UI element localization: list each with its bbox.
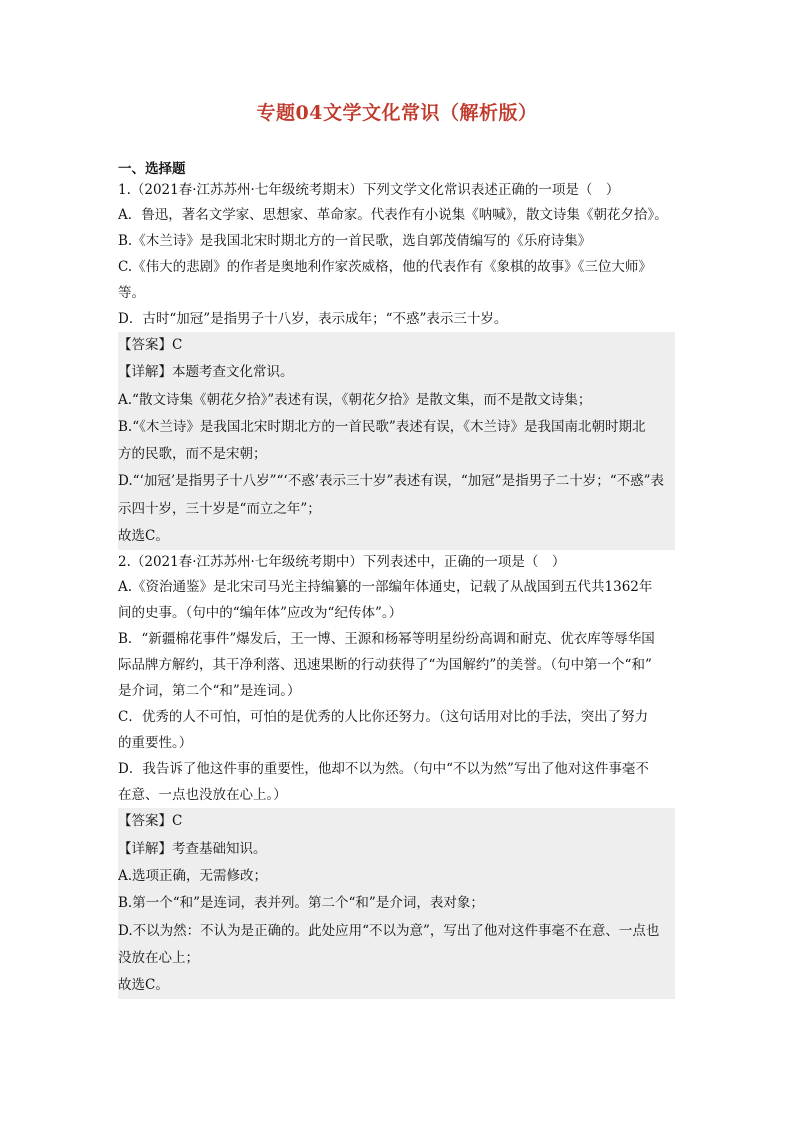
analysis-line: 故选C。 xyxy=(118,528,169,545)
option-b: B.《木兰诗》是我国北宋时期北方的一首民歌，选自郭茂倩编写的《乐府诗集》 xyxy=(118,233,592,249)
option-b-continued: 是介词，第二个“和”是连词。） xyxy=(118,683,301,700)
question-1 xyxy=(118,178,675,550)
analysis-line: 故选C。 xyxy=(118,977,169,994)
option-b: B．“新疆棉花事件”爆发后，王一博、王源和杨幂等明星纷纷高调和耐克、优衣库等辱华国 xyxy=(118,631,655,648)
option-c: C．优秀的人不可怕，可怕的是优秀的人比你还努力。（这句话用对比的手法，突出了努力 xyxy=(118,709,649,726)
option-c: C.《伟大的悲剧》的作者是奥地利作家茨威格，他的代表作有《象棋的故事》《三位大师》 xyxy=(118,259,652,275)
analysis-line: 没放在心上； xyxy=(118,949,199,966)
option-a: A.《资治通鉴》是北宋司马光主持编纂的一部编年体通史，记载了从战国到五代共1362年 xyxy=(118,579,653,596)
analysis-line: 【详解】考查基础知识。 xyxy=(118,840,267,857)
analysis-line: D.不以为然：不认为是正确的。此处应用“不以为意”，写出了他对这件事毫不在意、一点也 xyxy=(118,922,660,939)
analysis-line: B.第一个“和”是连词，表并列。第二个“和”是介词，表对象； xyxy=(118,895,484,912)
option-d-continued: 在意、一点也没放在心上。） xyxy=(118,787,287,804)
analysis-line: 示四十岁，三十岁是“而立之年”； xyxy=(118,500,321,517)
page-title: 专题04文学文化常识（解析版） xyxy=(256,102,538,124)
option-b-continued: 际品牌方解约，其干净利落、迅速果断的行动获得了“为国解约”的美誉。（句中第一个“和” xyxy=(118,657,652,674)
option-a-continued: 间的史事。（句中的“编年体”应改为“纪传体”。） xyxy=(118,605,403,622)
answer-block xyxy=(118,332,675,550)
question-stem: 1.（2021春·江苏苏州·七年级统考期末）下列文学文化常识表述正确的一项是（ ） xyxy=(118,182,620,198)
analysis-line: B.“《木兰诗》是我国北宋时期北方的一首民歌”表述有误，《木兰诗》是我国南北朝时期北 xyxy=(118,418,646,435)
analysis-line: 【详解】本题考查文化常识。 xyxy=(118,364,294,381)
option-c-continued: 的重要性。） xyxy=(118,735,193,752)
question-stem: 2.（2021春·江苏苏州·七年级统考期中）下列表述中，正确的一项是（ ） xyxy=(118,554,566,571)
document-body xyxy=(118,160,675,999)
answer-block xyxy=(118,808,675,999)
question-2 xyxy=(118,550,675,999)
analysis-line: 方的民歌，而不是宋朝； xyxy=(118,446,267,463)
option-a: A．鲁迅，著名文学家、思想家、革命家。代表作有小说集《呐喊》，散文诗集《朝花夕拾》。 xyxy=(118,207,668,223)
analysis-line: D.“‘加冠’是指男子十八岁”“‘不惑’表示三十岁”表述有误，“加冠”是指男子二十岁；“不惑”表 xyxy=(118,473,665,490)
option-d: D．古时“加冠”是指男子十八岁，表示成年；“不惑”表示三十岁。 xyxy=(118,311,508,327)
analysis-line: A.“散文诗集《朝花夕拾》”表述有误，《朝花夕拾》是散文集，而不是散文诗集； xyxy=(118,391,592,408)
analysis-line: A.选项正确，无需修改； xyxy=(118,867,268,884)
answer-line: 【答案】C xyxy=(118,813,183,830)
option-d: D．我告诉了他这件事的重要性，他却不以为然。（句中“不以为然”写出了他对这件事毫不 xyxy=(118,761,649,778)
answer-line: 【答案】C xyxy=(118,337,183,353)
option-c-continued: 等。 xyxy=(118,285,145,301)
section-heading: 一、选择题 xyxy=(118,161,186,177)
